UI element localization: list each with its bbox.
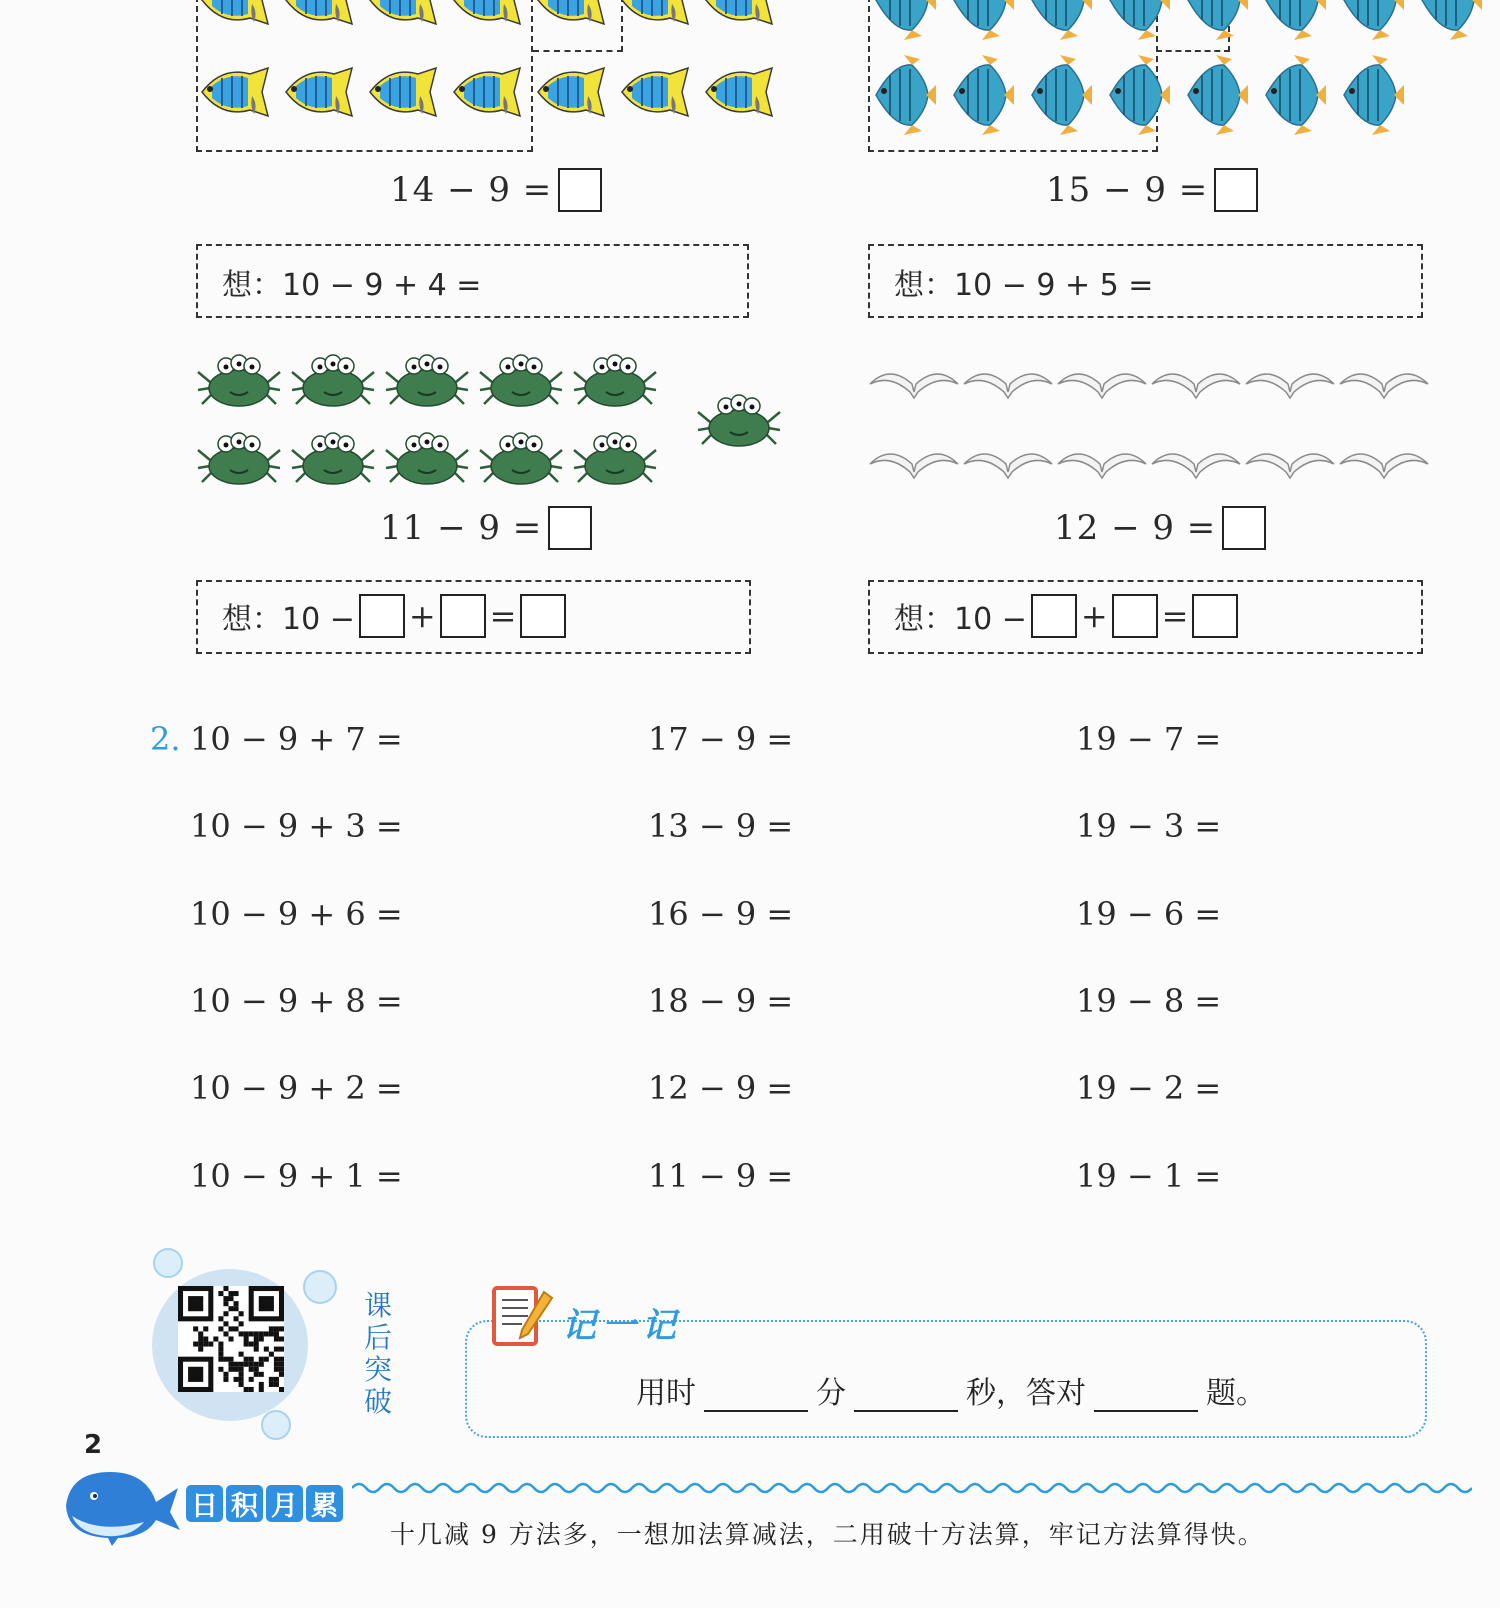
seagull-icon [868,444,960,480]
accumulate-title-char: 月 [266,1485,303,1522]
angel-fish-icon [1102,55,1172,135]
qr-code[interactable] [178,1286,284,1392]
angel-fish-icon [946,55,1016,135]
answer-box[interactable] [548,506,592,550]
q2-col1-row5: 10 − 9 + 2 = [190,1069,403,1107]
crab-think-prefix: 想：10 − [222,602,355,637]
fish-row-right-top [868,0,1484,40]
accumulate-title-char: 积 [226,1485,263,1522]
crab-equation [380,506,592,550]
seagull-icon [1056,364,1148,400]
blank-box[interactable] [1112,594,1158,638]
crab-icon [572,352,658,412]
seagull-icon [1150,444,1242,480]
crab-icon [196,430,282,490]
angel-fish-icon [1258,55,1328,135]
blank-box[interactable] [1192,594,1238,638]
answer-box[interactable] [1214,168,1258,212]
q2-col3-row4: 19 − 8 = [1076,982,1222,1020]
bird-row-top [868,364,1430,400]
angel-fish-icon [1180,55,1250,135]
fish-row-right-bottom [868,55,1406,135]
q2-col1-row4: 10 − 9 + 8 = [190,982,403,1020]
bird-row-bottom [868,444,1430,480]
fish-row-left-bottom [198,62,780,122]
crab-icon [478,352,564,412]
seagull-icon [1338,444,1430,480]
angel-fish-icon [868,55,938,135]
yellow-fish-icon [450,62,528,122]
seagull-icon [1244,444,1336,480]
seagull-icon [868,364,960,400]
seagull-icon [1056,444,1148,480]
crab-icon [478,430,564,490]
time-used-label: 用时 [636,1376,696,1411]
bird-equation-text: 12 − 9 = [1054,508,1217,548]
yellow-fish-icon [198,62,276,122]
correct-blank[interactable] [1094,1380,1198,1412]
after-class-title: 课后突破 [363,1289,392,1418]
q2-col1-row6: 10 − 9 + 1 = [190,1157,403,1195]
accumulate-title-char: 累 [306,1485,343,1522]
q2-col1-row1: 10 − 9 + 7 = [190,720,403,758]
seagull-icon [962,444,1054,480]
seagull-icon [1338,364,1430,400]
angel-fish-icon [946,0,1016,40]
angel-fish-icon [1024,55,1094,135]
angel-fish-icon [868,0,938,40]
questions-label: 题。 [1206,1376,1266,1411]
q2-col2-row6: 11 − 9 = [648,1157,794,1195]
time-record [636,1368,1266,1412]
fish-left-think: 想：10 − 9 + 4 = [222,268,482,303]
crab-icon [290,352,376,412]
seagull-icon [962,364,1054,400]
q2-col2-row5: 12 − 9 = [648,1069,794,1107]
yellow-fish-icon [702,62,780,122]
q2-col3-row6: 19 − 1 = [1076,1157,1222,1195]
seagull-icon [1150,364,1242,400]
equals-sign: = [1161,597,1189,635]
fish-right-think: 想：10 − 9 + 5 = [894,268,1154,303]
yellow-fish-icon [534,0,612,30]
q2-col3-row2: 19 − 3 = [1076,807,1222,845]
blank-box[interactable] [359,594,405,638]
bird-think [894,594,1242,638]
angel-fish-icon [1258,0,1328,40]
fish-left-equation-text: 14 − 9 = [390,170,553,210]
blank-box[interactable] [440,594,486,638]
yellow-fish-icon [702,0,780,30]
bird-think-prefix: 想：10 − [894,602,1027,637]
accumulate-title-char: 日 [186,1485,223,1522]
crab-equation-text: 11 − 9 = [380,508,543,548]
crab-think [222,594,570,638]
q2-col3-row5: 19 − 2 = [1076,1069,1222,1107]
crab-icon [384,352,470,412]
bird-equation [1054,506,1266,550]
answer-box[interactable] [558,168,602,212]
wave-divider [352,1478,1472,1498]
plus-sign: + [408,597,436,635]
seconds-label: 秒，答对 [966,1376,1086,1411]
q2-col2-row3: 16 − 9 = [648,895,794,933]
seagull-icon [1244,364,1336,400]
angel-fish-icon [1336,0,1406,40]
yellow-fish-icon [618,62,696,122]
q2-col3-row1: 19 − 7 = [1076,720,1222,758]
q2-col2-row2: 13 − 9 = [648,807,794,845]
question-2-number: 2. [150,720,181,758]
fish-left-equation [390,168,602,212]
crab-icon [290,430,376,490]
crab-icon [384,430,470,490]
angel-fish-icon [1102,0,1172,40]
yellow-fish-icon [366,62,444,122]
blank-box[interactable] [520,594,566,638]
crab-row-bottom [196,430,658,490]
q2-col2-row1: 17 − 9 = [648,720,794,758]
equals-sign: = [489,597,517,635]
crab-extra [696,392,782,452]
fish-right-equation-text: 15 − 9 = [1046,170,1209,210]
plus-sign: + [1080,597,1108,635]
q2-col2-row4: 18 − 9 = [648,982,794,1020]
answer-box[interactable] [1222,506,1266,550]
notepad-pencil-icon [490,1284,554,1350]
angel-fish-icon [1336,55,1406,135]
angel-fish-icon [1024,0,1094,40]
crab-icon [572,430,658,490]
q2-col1-row3: 10 − 9 + 6 = [190,895,403,933]
record-title: 记一记 [562,1306,682,1346]
seconds-blank[interactable] [854,1380,958,1412]
yellow-fish-icon [618,0,696,30]
fish-row-left-top [198,0,780,30]
crab-row-top [196,352,658,412]
whale-icon [60,1462,184,1546]
yellow-fish-icon [198,0,276,30]
q2-col3-row3: 19 − 6 = [1076,895,1222,933]
crab-icon [196,352,282,412]
angel-fish-icon [1414,0,1484,40]
yellow-fish-icon [282,0,360,30]
crab-icon [696,392,782,452]
angel-fish-icon [1180,0,1250,40]
accumulate-title [186,1485,343,1522]
minutes-label: 分 [816,1376,846,1411]
accumulate-tip: 十几减 9 方法多，一想加法算减法，二用破十方法算，牢记方法算得快。 [390,1520,1265,1549]
minutes-blank[interactable] [704,1380,808,1412]
yellow-fish-icon [534,62,612,122]
blank-box[interactable] [1031,594,1077,638]
fish-right-equation [1046,168,1258,212]
yellow-fish-icon [366,0,444,30]
yellow-fish-icon [282,62,360,122]
yellow-fish-icon [450,0,528,30]
page-number: 2 [84,1430,103,1460]
q2-col1-row2: 10 − 9 + 3 = [190,807,403,845]
